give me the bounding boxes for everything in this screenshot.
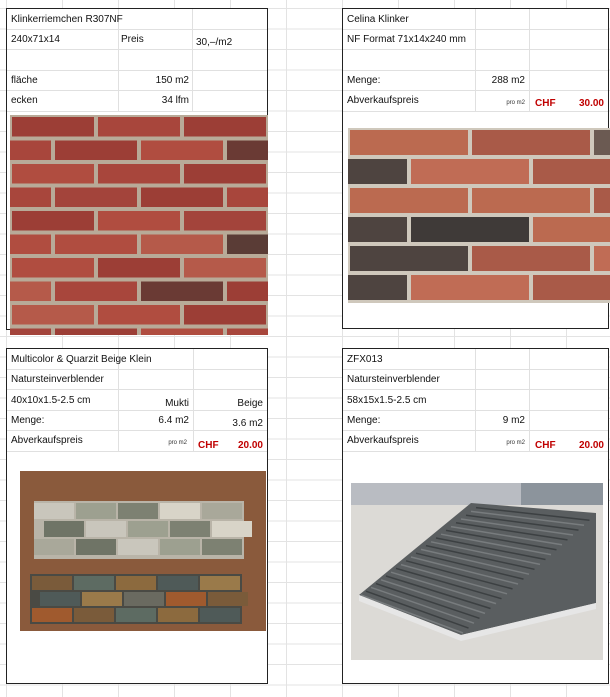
product-block-zfx013: [342, 348, 609, 684]
flamed-brick-wall-photo: [348, 128, 610, 303]
price-label: Preis: [121, 34, 144, 45]
unit-label: pro m2: [168, 440, 187, 446]
unit-label: pro m2: [506, 440, 525, 446]
sale-price-label: Abverkaufspreis: [11, 435, 83, 446]
stone-panels-photo: [20, 471, 266, 631]
quantity-value-beige: 3.6 m2: [232, 418, 263, 429]
product-size: 58x15x1.5-2.5 cm: [347, 395, 427, 406]
currency-label: CHF: [198, 440, 219, 451]
unit-label: pro m2: [506, 100, 525, 106]
sale-price-label: Abverkaufspreis: [347, 435, 419, 446]
corners-value: 34 lfm: [161, 95, 189, 106]
quantity-label: Menge:: [347, 75, 381, 86]
product-block-multicolor-quarzit: [6, 348, 268, 684]
sale-price-value: 20.00: [578, 440, 604, 451]
quantity-value-mukti: 6.4 m2: [158, 415, 189, 426]
product-size: 40x10x1.5-2.5 cm: [11, 395, 91, 406]
sale-price-value: 20.00: [237, 440, 263, 451]
currency-label: CHF: [535, 98, 556, 109]
product-size: 240x71x14: [11, 34, 60, 45]
sale-price-value: 30.00: [578, 98, 604, 109]
corners-label: ecken: [11, 95, 38, 106]
quantity-value: 288 m2: [491, 75, 525, 86]
currency-label: CHF: [535, 440, 556, 451]
product-block-celina-klinker: [342, 8, 609, 329]
sale-price-label: Abverkaufspreis: [347, 95, 419, 106]
slate-panel-photo: [351, 483, 603, 660]
column-mukti-label: Mukti: [165, 398, 189, 409]
product-title: Multicolor & Quarzit Beige Klein: [11, 354, 152, 365]
area-label: fläche: [11, 75, 38, 86]
red-brick-wall-photo: [10, 115, 268, 335]
product-title: Klinkerriemchen R307NF: [11, 14, 123, 25]
price-value: 30,–/m2: [196, 37, 233, 48]
product-title: ZFX013: [347, 354, 383, 365]
product-block-klinkerriemchen: [6, 8, 268, 330]
product-type: Natursteinverblender: [11, 374, 104, 385]
product-type: Natursteinverblender: [347, 374, 440, 385]
area-value: 150 m2: [155, 75, 189, 86]
quantity-label: Menge:: [347, 415, 381, 426]
product-format: NF Format 71x14x240 mm: [347, 34, 466, 45]
quantity-value: 9 m2: [502, 415, 525, 426]
quantity-label: Menge:: [11, 415, 45, 426]
column-beige-label: Beige: [237, 398, 263, 409]
product-title: Celina Klinker: [347, 14, 409, 25]
